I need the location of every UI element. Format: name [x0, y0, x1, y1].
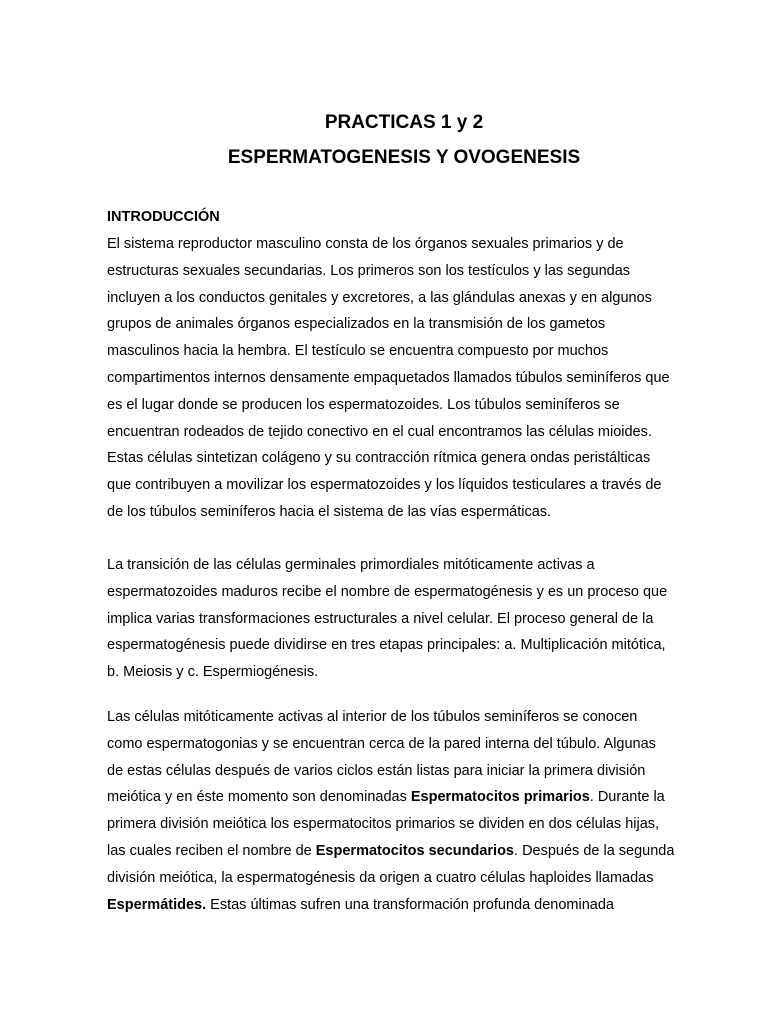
- paragraph-line: espermatogénesis puede dividirse en tres etapas principales: a. Multiplicación mitótica,: [107, 637, 666, 654]
- text-run: Estas últimas sufren una transformación profunda denominada: [206, 896, 614, 913]
- paragraph-line: Estas células sintetizan colágeno y su contracción rítmica genera ondas peristálticas: [107, 450, 651, 467]
- paragraph-line: de estas células después de varios ciclos están listas para iniciar la primera división: [107, 762, 646, 779]
- paragraph-line: encuentran rodeados de tejido conectivo en el cual encontramos las células mioides.: [107, 423, 652, 440]
- paragraph-line: b. Meiosis y c. Espermiogénesis.: [107, 664, 319, 681]
- section-heading: INTRODUCCIÓN: [107, 209, 220, 225]
- paragraph-line: masculinos hacia la hembra. El testículo se encuentra compuesto por muchos: [107, 343, 609, 360]
- document-subtitle: ESPERMATOGENESIS Y OVOGENESIS: [227, 147, 581, 168]
- paragraph-line: es el lugar donde se producen los espermatozoides. Los túbulos seminíferos se: [107, 396, 620, 413]
- paragraph-line: incluyen a los conductos genitales y excretores, a las glándulas anexas y en algunos: [107, 289, 652, 306]
- paragraph-line: que contribuyen a movilizar los espermatozoides y los líquidos testiculares a través de: [107, 477, 662, 494]
- paragraph-line: grupos de animales órganos especializados en la transmisión de los gametos: [107, 316, 606, 333]
- paragraph-line: Las células mitóticamente activas al interior de los túbulos seminíferos se conocen: [107, 709, 638, 725]
- paragraph-line: primera división meiótica los espermatocitos primarios se dividen en dos células hijas,: [107, 816, 660, 833]
- bold-term: Espermátides.: [107, 896, 207, 913]
- paragraph-line: división meiótica, la espermatogénesis da origen a cuatro células haploides llamadas: [107, 869, 654, 886]
- paragraph-line: estructuras sexuales secundarias. Los primeros son los testículos y las segundas: [107, 262, 631, 279]
- text-run: meiótica y en éste momento son denominadas: [107, 789, 411, 806]
- bold-term: Espermatocitos secundarios: [315, 842, 515, 859]
- paragraph-line: [107, 892, 707, 919]
- paragraph-line: El sistema reproductor masculino consta de los órganos sexuales primarios y de: [107, 236, 624, 252]
- paragraph-line: compartimentos internos densamente empaquetados llamados túbulos seminíferos que: [107, 369, 670, 386]
- paragraph-line: [107, 838, 707, 865]
- text-run: las cuales reciben el nombre de: [107, 842, 316, 859]
- text-run: . Después de la segunda: [514, 842, 675, 859]
- paragraph-line: de los túbulos seminíferos hacia el sistema de las vías espermáticas.: [107, 503, 552, 520]
- text-run: . Durante la: [589, 789, 665, 806]
- paragraph-line: espermatozoides maduros recibe el nombre de espermatogénesis y es un proceso que: [107, 583, 668, 600]
- document-title: PRACTICAS 1 y 2: [324, 112, 484, 133]
- paragraph-line: [107, 784, 707, 811]
- bold-term: Espermatocitos primarios: [410, 789, 590, 806]
- paragraph-introduction: [107, 231, 707, 526]
- paragraph-mitotic-cells: [107, 704, 707, 918]
- paragraph-line: La transición de las células germinales primordiales mitóticamente activas a: [107, 557, 595, 573]
- paragraph-line: como espermatogonias y se encuentran cerca de la pared interna del túbulo. Algunas: [107, 735, 656, 752]
- paragraph-spermatogenesis: [107, 552, 707, 686]
- paragraph-line: implica varias transformaciones estructurales a nivel celular. El proceso general de la: [107, 610, 654, 627]
